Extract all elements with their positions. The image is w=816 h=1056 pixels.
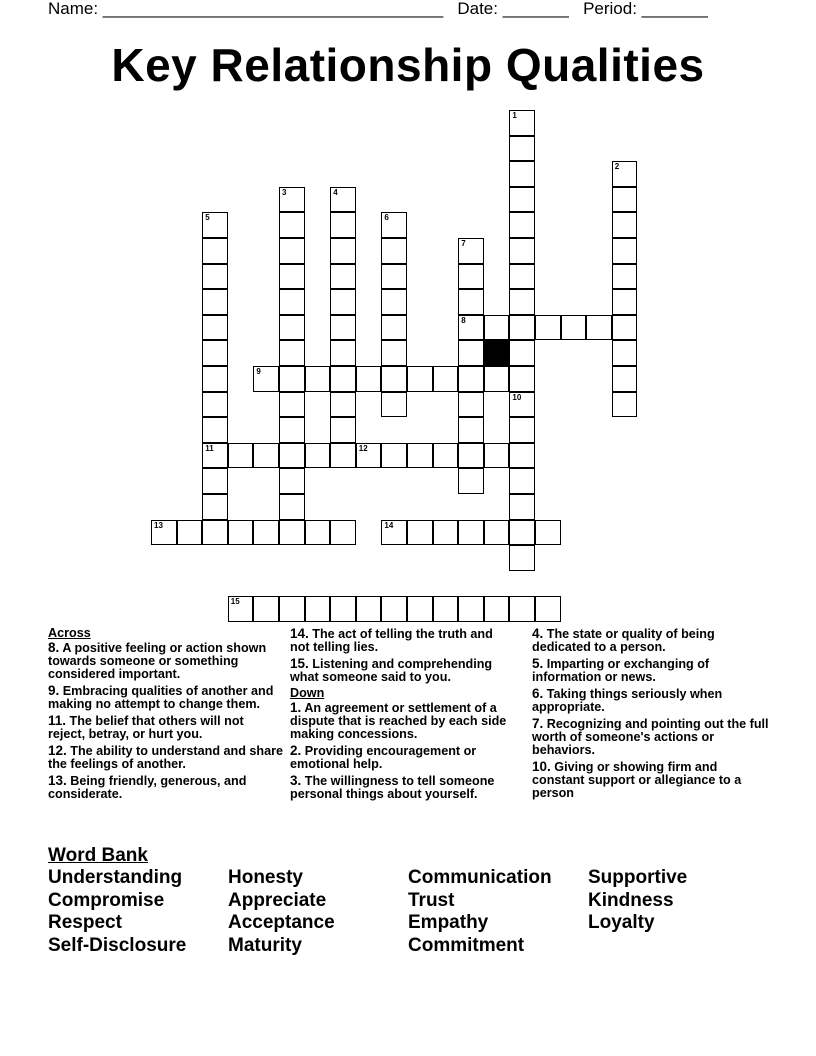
word-bank-item: Communication: [408, 867, 552, 888]
word-bank-item: Kindness: [588, 889, 674, 911]
crossword-cell[interactable]: [509, 494, 535, 520]
crossword-cell[interactable]: [202, 340, 228, 366]
crossword-cell[interactable]: [484, 315, 510, 341]
crossword-cell[interactable]: [586, 315, 612, 341]
crossword-cell[interactable]: [458, 289, 484, 315]
crossword-cell[interactable]: [509, 238, 535, 264]
crossword-cell[interactable]: [612, 212, 638, 238]
clue-down-1: 1. An agreement or settlement of a dispute that is reached by each side making concessions.: [290, 700, 507, 741]
down-heading: Down: [290, 686, 325, 700]
crossword-cell[interactable]: [330, 417, 356, 443]
crossword-cell[interactable]: [458, 417, 484, 443]
crossword-cell[interactable]: [305, 443, 331, 469]
crossword-cell[interactable]: [381, 443, 407, 469]
clue-down-3: 3. The willingness to tell someone personal things about yourself.: [290, 773, 495, 801]
clues-column-3: [532, 627, 772, 803]
clue-number: 9: [256, 367, 261, 376]
crossword-cell[interactable]: [561, 315, 587, 341]
crossword-cell[interactable]: [509, 289, 535, 315]
crossword-cell[interactable]: [279, 212, 305, 238]
crossword-cell[interactable]: [330, 289, 356, 315]
crossword-cell[interactable]: [202, 366, 228, 392]
crossword-cell[interactable]: [253, 443, 279, 469]
crossword-cell[interactable]: [381, 315, 407, 341]
crossword-cell[interactable]: [330, 520, 356, 546]
clue-down-5: 5. Imparting or exchanging of information or news.: [532, 656, 710, 684]
crossword-cell[interactable]: [381, 366, 407, 392]
crossword-cell[interactable]: [458, 238, 484, 264]
clue-across-9: 9. Embracing qualities of another and making no attempt to change them.: [48, 683, 274, 711]
crossword-cell[interactable]: [202, 468, 228, 494]
crossword-cell[interactable]: [535, 315, 561, 341]
crossword-cell[interactable]: [279, 494, 305, 520]
clue-across-13: 13. Being friendly, generous, and considerate.: [48, 773, 247, 801]
clue-across-12: 12. The ability to understand and share the feelings of another.: [48, 743, 284, 771]
clue-number: 7: [461, 239, 466, 248]
crossword-cell[interactable]: [202, 264, 228, 290]
clue-number: 13: [154, 520, 163, 530]
clue-number: 1: [512, 111, 517, 120]
crossword-cell[interactable]: [509, 212, 535, 238]
crossword-cell[interactable]: [509, 596, 535, 622]
crossword-cell[interactable]: [612, 187, 638, 213]
crossword-cell[interactable]: [458, 468, 484, 494]
crossword-cell[interactable]: [458, 596, 484, 622]
crossword-cell[interactable]: [484, 443, 510, 469]
crossword-cell[interactable]: [433, 596, 459, 622]
word-bank-title: Word Bank: [48, 845, 148, 866]
black-cell: [484, 340, 510, 366]
crossword-cell[interactable]: [612, 238, 638, 264]
crossword-cell[interactable]: [509, 264, 535, 290]
crossword-cell[interactable]: [407, 443, 433, 469]
crossword-cell[interactable]: [202, 417, 228, 443]
crossword-cell[interactable]: [612, 392, 638, 418]
crossword-cell[interactable]: [509, 468, 535, 494]
crossword-cell[interactable]: [330, 443, 356, 469]
clue-number: 10: [512, 392, 522, 402]
crossword-cell[interactable]: [433, 520, 459, 546]
word-bank-item: Maturity: [228, 934, 302, 956]
crossword-cell[interactable]: [612, 264, 638, 290]
clue-number: 15: [230, 597, 240, 607]
crossword-cell[interactable]: [279, 443, 305, 469]
clue-across-11: 11. The belief that others will not reject, betray, or hurt you.: [48, 713, 244, 741]
crossword-cell[interactable]: [381, 520, 407, 546]
crossword-cell[interactable]: [535, 596, 561, 622]
word-bank-column: [228, 867, 335, 957]
clue-number: 4: [333, 187, 338, 197]
crossword-cell[interactable]: [612, 366, 638, 392]
clue-number: 11: [205, 443, 214, 453]
crossword-cell[interactable]: [381, 289, 407, 315]
crossword-cell[interactable]: [381, 596, 407, 622]
crossword-cell[interactable]: [509, 340, 535, 366]
crossword-cell[interactable]: [612, 315, 638, 341]
crossword-cell[interactable]: [381, 392, 407, 418]
clue-number: 5: [205, 213, 210, 223]
crossword-cell[interactable]: [356, 366, 382, 392]
crossword-cell[interactable]: [535, 520, 561, 546]
crossword-cell[interactable]: [330, 212, 356, 238]
crossword-cell[interactable]: [381, 264, 407, 290]
word-bank-item: Understanding: [48, 867, 183, 888]
word-bank-item: Commitment: [408, 934, 525, 956]
crossword-cell[interactable]: [458, 443, 484, 469]
word-bank-item: Compromise: [48, 889, 165, 911]
crossword-cell[interactable]: [458, 392, 484, 418]
crossword-cell[interactable]: [202, 315, 228, 341]
crossword-cell[interactable]: [228, 443, 254, 469]
crossword-cell[interactable]: [612, 340, 638, 366]
clue-number: 8: [461, 315, 466, 325]
word-bank-item: Self-Disclosure: [48, 934, 187, 956]
crossword-cell[interactable]: [509, 545, 535, 571]
crossword-cell[interactable]: [330, 366, 356, 392]
crossword-cell[interactable]: [253, 366, 279, 392]
crossword-cell[interactable]: [151, 520, 177, 546]
crossword-cell[interactable]: [202, 392, 228, 418]
crossword-cell[interactable]: [279, 315, 305, 341]
crossword-cell[interactable]: [330, 340, 356, 366]
crossword-cell[interactable]: [407, 596, 433, 622]
crossword-cell[interactable]: [509, 417, 535, 443]
crossword-cell[interactable]: [330, 264, 356, 290]
crossword-cell[interactable]: [484, 366, 510, 392]
clues-column-2: [290, 627, 512, 804]
crossword-cell[interactable]: [253, 520, 279, 546]
crossword-cell[interactable]: [509, 520, 535, 546]
clue-across-15: 15. Listening and comprehending what someone said to you.: [290, 656, 493, 684]
clue-down-7: 7. Recognizing and pointing out the full worth of someone's actions or behaviors.: [532, 716, 769, 757]
crossword-cell[interactable]: [484, 520, 510, 546]
word-bank-item: Empathy: [408, 912, 489, 933]
crossword-cell[interactable]: [279, 468, 305, 494]
word-bank-column: [48, 867, 186, 957]
word-bank-item: Honesty: [228, 867, 303, 888]
date-field[interactable]: Date: _______: [457, 0, 569, 18]
crossword-cell[interactable]: [509, 392, 535, 418]
word-bank-item: Appreciate: [228, 889, 327, 911]
crossword-cell[interactable]: [202, 238, 228, 264]
crossword-cell[interactable]: [407, 520, 433, 546]
crossword-cell[interactable]: [279, 366, 305, 392]
crossword-cell[interactable]: [279, 187, 305, 213]
word-bank-column: [408, 867, 552, 957]
clue-number: 14: [384, 520, 394, 530]
word-bank-item: Acceptance: [228, 912, 335, 933]
crossword-cell[interactable]: [228, 596, 254, 622]
clues-column-1: [48, 627, 284, 804]
crossword-cell[interactable]: [202, 289, 228, 315]
crossword-cell[interactable]: [202, 443, 228, 469]
period-field[interactable]: Period: _______: [583, 0, 708, 18]
crossword-cell[interactable]: [279, 417, 305, 443]
crossword-cell[interactable]: [612, 161, 638, 187]
word-bank-item: Loyalty: [588, 912, 655, 933]
crossword-cell[interactable]: [330, 238, 356, 264]
crossword-cell[interactable]: [177, 520, 203, 546]
word-bank-column: [588, 867, 687, 935]
crossword-cell[interactable]: [509, 136, 535, 162]
crossword-cell[interactable]: [305, 596, 331, 622]
crossword-cell[interactable]: [433, 366, 459, 392]
crossword-cell[interactable]: [305, 520, 331, 546]
crossword-cell[interactable]: [253, 596, 279, 622]
clue-number: 12: [358, 443, 368, 453]
crossword-cell[interactable]: [458, 315, 484, 341]
word-bank-item: Respect: [48, 912, 122, 933]
crossword-cell[interactable]: [202, 212, 228, 238]
crossword-cell[interactable]: [228, 520, 254, 546]
crossword-cell[interactable]: [356, 596, 382, 622]
crossword-cell[interactable]: [279, 392, 305, 418]
crossword-cell[interactable]: [202, 520, 228, 546]
crossword-cell[interactable]: [330, 392, 356, 418]
clue-down-2: 2. Providing encouragement or emotional help.: [290, 743, 477, 771]
crossword-cell[interactable]: [279, 596, 305, 622]
clue-down-6: 6. Taking things seriously when appropriate.: [532, 686, 723, 714]
crossword-cell[interactable]: [330, 315, 356, 341]
clue-number: 6: [384, 213, 389, 223]
crossword-cell[interactable]: [433, 443, 459, 469]
crossword-cell[interactable]: [381, 340, 407, 366]
crossword-cell[interactable]: [356, 443, 382, 469]
crossword-cell[interactable]: [279, 520, 305, 546]
clue-across-14: 14. The act of telling the truth and not telling lies.: [290, 626, 493, 654]
crossword-cell[interactable]: [407, 366, 433, 392]
crossword-cell[interactable]: [279, 289, 305, 315]
crossword-cell[interactable]: [279, 238, 305, 264]
clue-down-10: 10. Giving or showing firm and constant support or allegiance to a person: [532, 759, 742, 800]
crossword-cell[interactable]: [509, 315, 535, 341]
clue-number: 2: [614, 162, 620, 172]
crossword-cell[interactable]: [279, 340, 305, 366]
crossword-cell[interactable]: [612, 289, 638, 315]
clue-down-4: 4. The state or quality of being dedicated to a person.: [532, 626, 715, 654]
crossword-cell[interactable]: [509, 443, 535, 469]
crossword-cell[interactable]: [330, 596, 356, 622]
crossword-cell[interactable]: [509, 161, 535, 187]
crossword-cell[interactable]: [279, 264, 305, 290]
name-field[interactable]: Name: ____________________________________: [48, 0, 444, 18]
crossword-cell[interactable]: [458, 366, 484, 392]
across-heading: Across: [48, 626, 91, 640]
word-bank-item: Trust: [408, 889, 455, 911]
clue-number: 3: [282, 187, 287, 197]
crossword-cell[interactable]: [484, 596, 510, 622]
crossword-cell[interactable]: [381, 238, 407, 264]
word-bank-item: Supportive: [588, 867, 688, 888]
crossword-cell[interactable]: [509, 187, 535, 213]
crossword-cell[interactable]: [458, 340, 484, 366]
crossword-cell[interactable]: [381, 212, 407, 238]
crossword-cell[interactable]: [509, 366, 535, 392]
crossword-cell[interactable]: [202, 494, 228, 520]
crossword-cell[interactable]: [458, 264, 484, 290]
crossword-cell[interactable]: [509, 110, 535, 136]
crossword-cell[interactable]: [330, 187, 356, 213]
crossword-cell[interactable]: [305, 366, 331, 392]
crossword-cell[interactable]: [458, 520, 484, 546]
clue-across-8: 8. A positive feeling or action shown towards someone or something considered important.: [48, 640, 267, 681]
page-title: Key Relationship Qualities: [111, 39, 705, 91]
